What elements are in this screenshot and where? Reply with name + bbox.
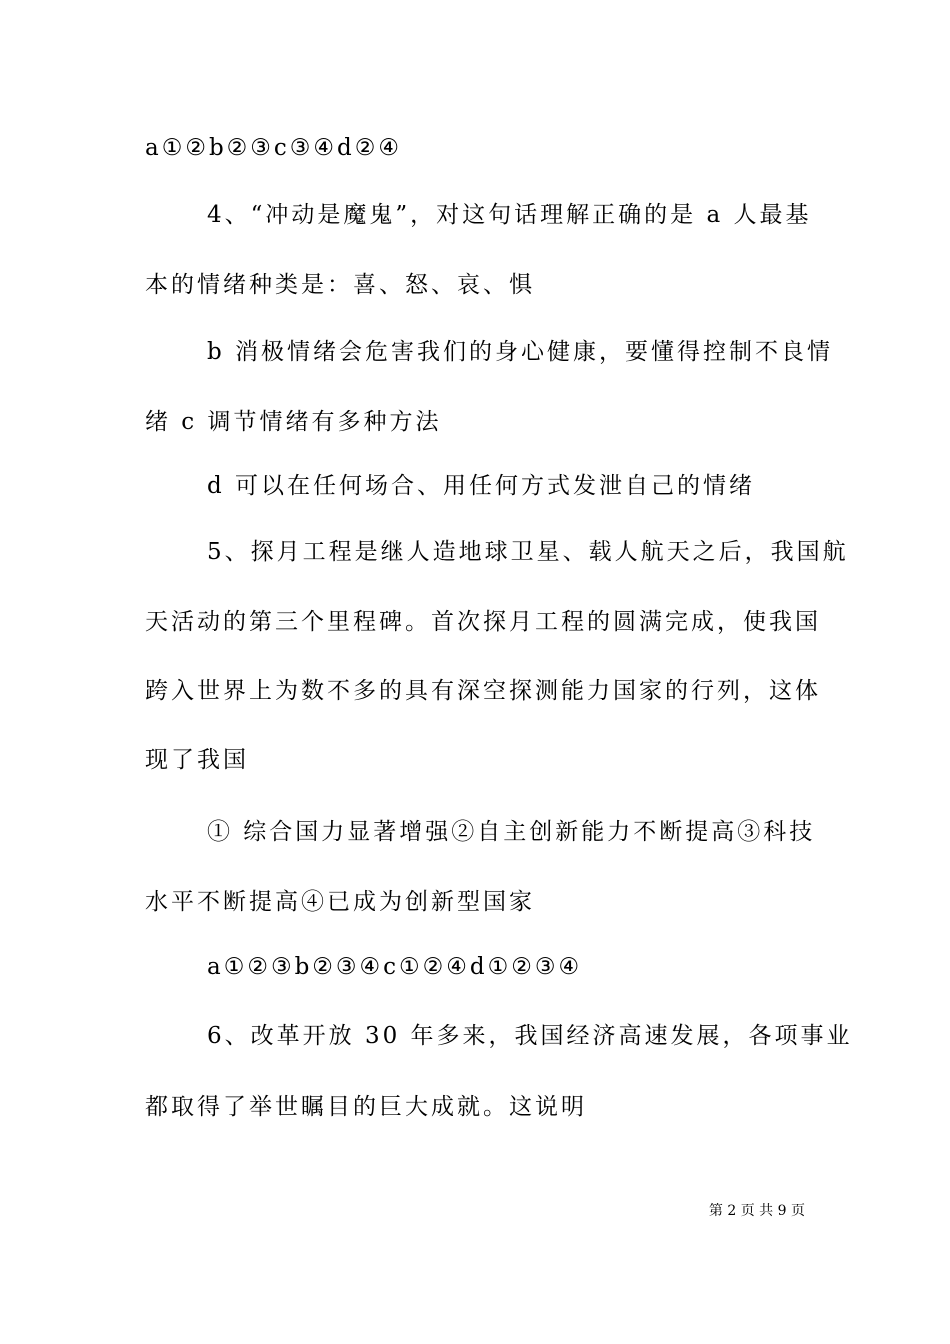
question-5-line: 5、探月工程是继人造地球卫星、载人航天之后，我国航 <box>207 539 849 565</box>
option-d-line: d 可以在任何场合、用任何方式发泄自己的情绪 <box>207 473 756 499</box>
text-line: 水平不断提高④已成为创新型国家 <box>145 889 535 915</box>
statement-list-line: ① 综合国力显著增强②自主创新能力不断提高③科技 <box>207 819 816 845</box>
page-number: 第 2 页 共 9 页 <box>708 1203 805 1219</box>
text-line: 现了我国 <box>145 747 249 773</box>
text-line: 都取得了举世瞩目的巨大成就。这说明 <box>145 1094 587 1120</box>
answer-choices-line: a①②③b②③④c①②④d①②③④ <box>207 954 583 980</box>
text-line: 本的情绪种类是：喜、怒、哀、惧 <box>145 272 535 298</box>
text-line: 绪 c 调节情绪有多种方法 <box>145 409 442 435</box>
text-line: 跨入世界上为数不多的具有深空探测能力国家的行列，这体 <box>145 678 821 704</box>
text-line: a①②b②③c③④d②④ <box>145 135 402 161</box>
question-6-line: 6、改革开放 30 年多来，我国经济高速发展，各项事业 <box>207 1023 853 1049</box>
question-4-line: 4、“冲动是魔鬼”，对这句话理解正确的是 a 人最基 <box>207 202 812 228</box>
text-line: 天活动的第三个里程碑。首次探月工程的圆满完成，使我国 <box>145 609 821 635</box>
option-b-line: b 消极情绪会危害我们的身心健康，要懂得控制不良情 <box>207 339 834 365</box>
